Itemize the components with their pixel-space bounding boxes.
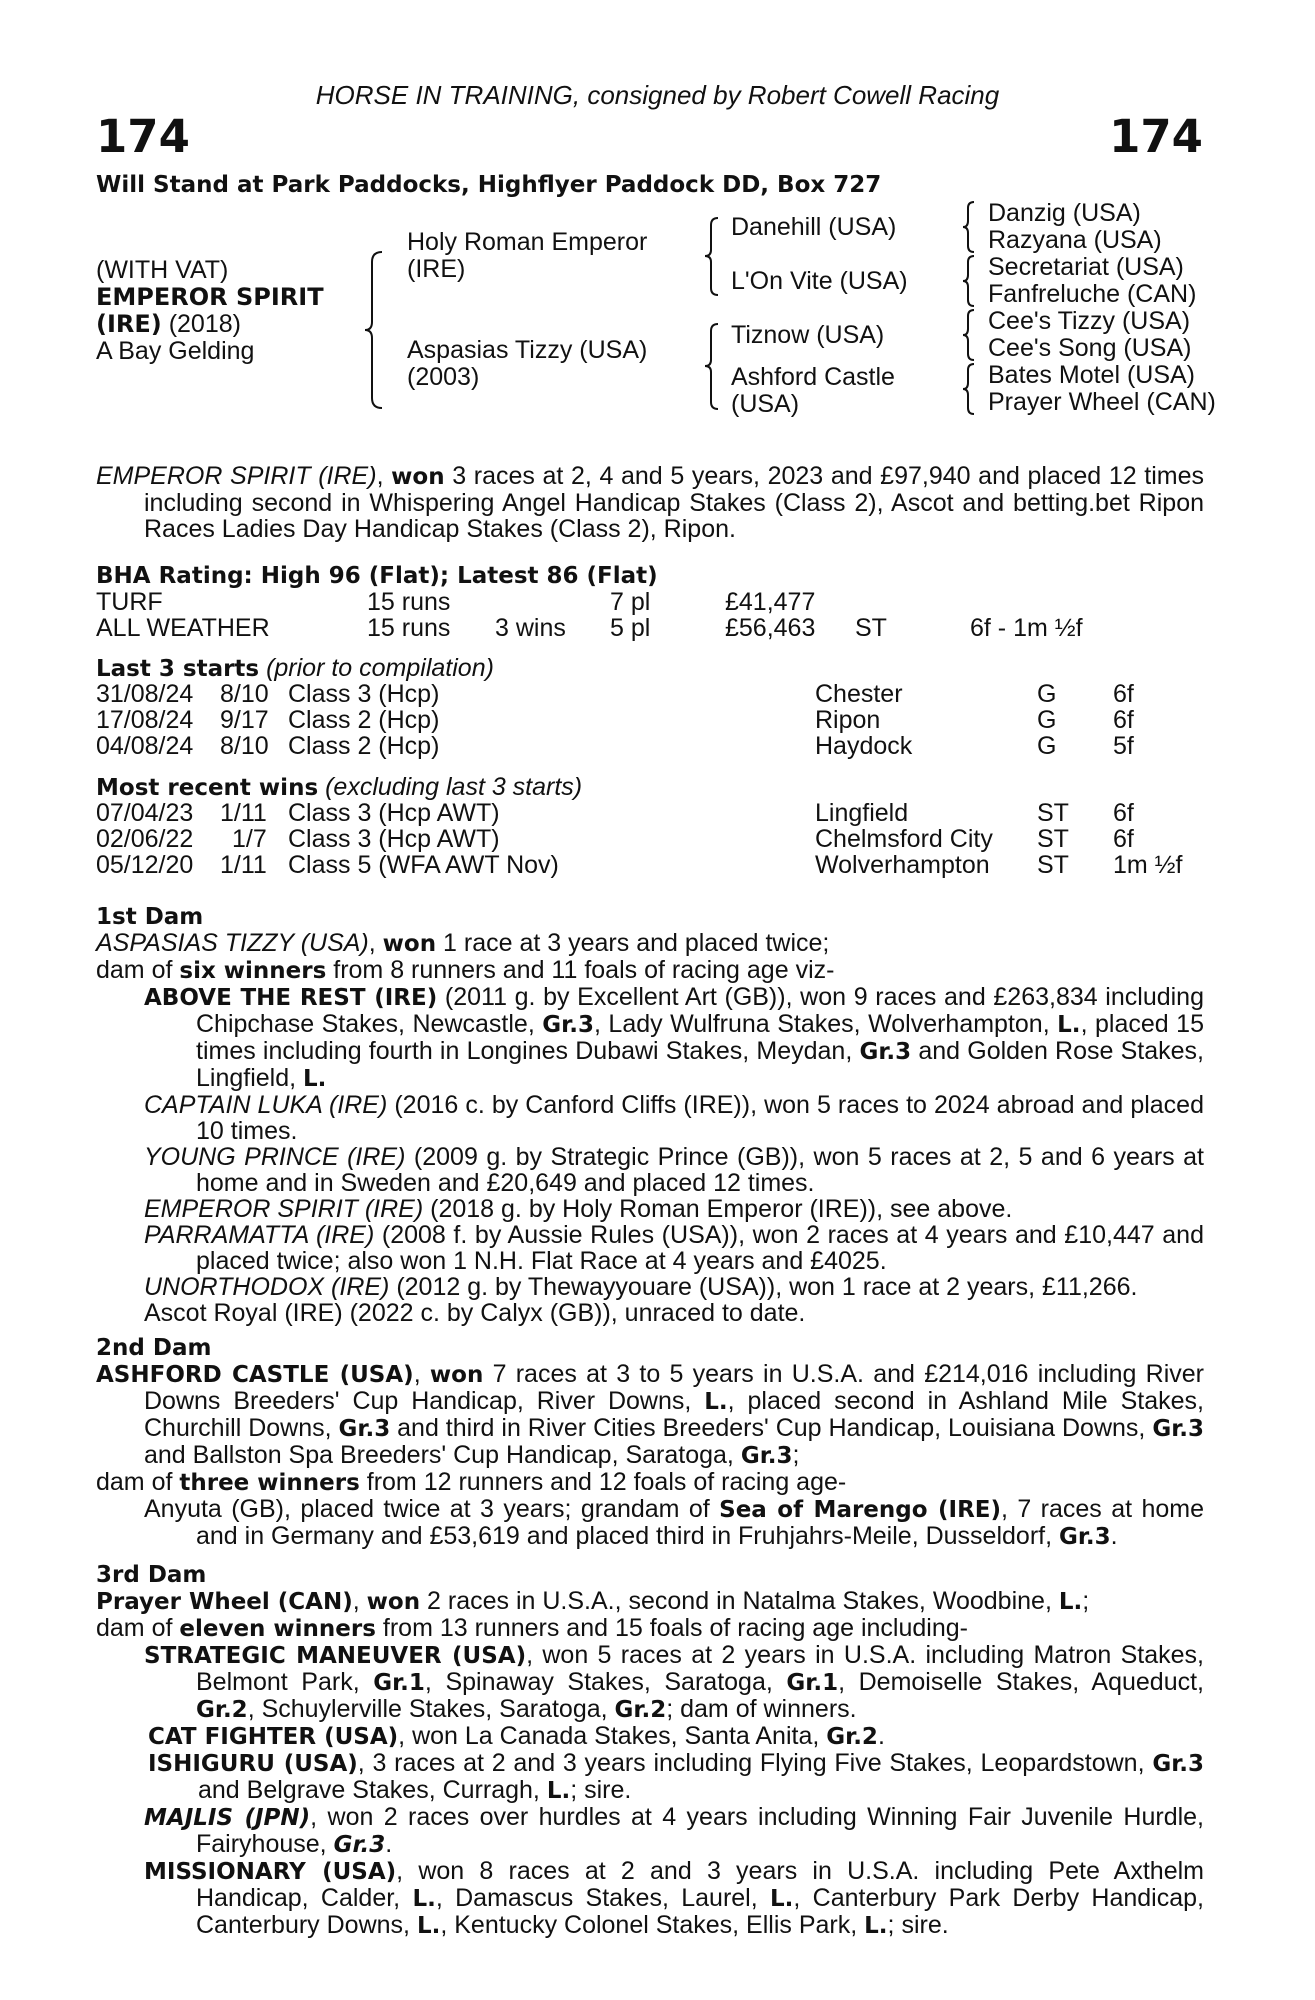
start-going: G bbox=[1037, 706, 1057, 734]
start-position: 8/10 bbox=[220, 732, 269, 760]
second-dam-section bbox=[96, 1335, 1204, 1550]
start-date: 17/08/24 bbox=[96, 706, 194, 734]
win-race: Class 3 (Hcp AWT) bbox=[288, 799, 500, 827]
dam-sire: Tiznow (USA) bbox=[731, 321, 885, 349]
sire-brace bbox=[702, 216, 724, 298]
win-distance: 6f bbox=[1113, 825, 1134, 853]
start-going: G bbox=[1037, 680, 1057, 708]
start-position: 9/17 bbox=[220, 706, 269, 734]
win-race: Class 3 (Hcp AWT) bbox=[288, 825, 500, 853]
produce-entry: PARRAMATTA (IRE) (2008 f. by Aussie Rules (USA)), won 2 races at 4 years and £10,447 and placed twice; also won 1 N.H. Flat Race at 4 years and £4025. bbox=[144, 1221, 1204, 1275]
win-course: Lingfield bbox=[815, 799, 909, 827]
win-going: ST bbox=[1037, 851, 1069, 879]
dam-produce-summary: dam of eleven winners from 13 runners and 15 foals of racing age including- bbox=[96, 1614, 968, 1642]
vat-note: (WITH VAT) bbox=[96, 256, 229, 284]
bha-rating-heading: BHA Rating: High 96 (Flat); Latest 86 (Flat) bbox=[96, 563, 658, 589]
win-date: 07/04/23 bbox=[96, 799, 194, 827]
sire: Holy Roman Emperor (IRE) bbox=[407, 228, 648, 283]
produce-entry: STRATEGIC MANEUVER (USA), won 5 races at 2 years in U.S.A. including Matron Stakes, Belmont Park, Gr.1, Spinaway Stakes, Saratoga, Gr.1, Demoiselle Stakes, Aqueduct, Gr.2, Schuylerville Stakes, Saratoga, Gr.2; dam of winners. bbox=[144, 1641, 1205, 1723]
third-dam-section bbox=[96, 1562, 1204, 1939]
produce-entry: Anyuta (GB), placed twice at 3 years; grandam of Sea of Marengo (IRE), 7 races at home and in Germany and £53,619 and placed third in Fruhjahrs-Meile, Dusseldorf, Gr.3. bbox=[144, 1495, 1204, 1550]
produce-entry: MAJLIS (JPN), won 2 races over hurdles at 4 years including Winning Fair Juvenile Hurdle, Fairyhouse, Gr.3. bbox=[144, 1803, 1204, 1858]
dam-record: ASHFORD CASTLE (USA), won 7 races at 3 to 5 years in U.S.A. and £214,016 including River Downs Breeders' Cup Handicap, River Downs, L., placed second in Ashland Mile Stakes, Churchill Downs, Gr.3 and third in River Cities Breeders' Cup Handicap, Louisiana Downs, Gr.3 and Ballston Spa Breeders' Cup Handicap, Saratoga, Gr.3; bbox=[96, 1360, 1204, 1469]
start-distance: 5f bbox=[1113, 732, 1134, 760]
rating-row-aw-earnings: £56,463 bbox=[725, 614, 816, 642]
produce-entry: ABOVE THE REST (IRE) (2011 g. by Excellent Art (GB)), won 9 races and £263,834 including Chipchase Stakes, Newcastle, Gr.3, Lady Wulfruna Stakes, Wolverhampton, L., placed 15 times including fourth in Longines Dubawi Stakes, Meydan, Gr.3 and Golden Rose Stakes, Lingfield, L. bbox=[144, 983, 1204, 1092]
win-distance: 1m ½f bbox=[1113, 851, 1183, 879]
start-race: Class 2 (Hcp) bbox=[288, 706, 440, 734]
produce-entry: YOUNG PRINCE (IRE) (2009 g. by Strategic Prince (GB)), won 5 races at 2, 5 and 6 years at home and in Sweden and £20,649 and placed 12 times. bbox=[144, 1143, 1204, 1197]
dam: Aspasias Tizzy (USA) (2003) bbox=[407, 336, 648, 391]
dam-produce-summary: dam of six winners from 8 runners and 11 foals of racing age viz- bbox=[96, 956, 835, 984]
win-course: Chelmsford City bbox=[815, 825, 993, 853]
stand-location: Will Stand at Park Paddocks, Highflyer Paddock DD, Box 727 bbox=[96, 172, 882, 198]
gen3-brace-2 bbox=[960, 254, 980, 308]
dam-record: Prayer Wheel (CAN), won 2 races in U.S.A., second in Natalma Stakes, Woodbine, L.; bbox=[96, 1587, 1090, 1615]
dam-dam: Ashford Castle (USA) bbox=[731, 363, 895, 418]
recent-wins-heading: Most recent wins (excluding last 3 starts) bbox=[96, 773, 583, 801]
horse-name: EMPEROR SPIRIT bbox=[96, 283, 324, 311]
rating-row-aw-placed: 5 pl bbox=[610, 614, 651, 642]
gen3-brace-3 bbox=[960, 308, 980, 362]
produce-subentry: ISHIGURU (USA), 3 races at 2 and 3 years including Flying Five Stakes, Leopardstown, Gr.3 and Belgrave Stakes, Curragh, L.; sire. bbox=[148, 1749, 1204, 1804]
ss-sire: Danzig (USA) bbox=[988, 199, 1141, 227]
rating-row-aw-surface: ALL WEATHER bbox=[96, 614, 270, 642]
win-distance: 6f bbox=[1113, 799, 1134, 827]
pedigree-brace bbox=[362, 250, 388, 410]
start-date: 04/08/24 bbox=[96, 732, 194, 760]
start-date: 31/08/24 bbox=[96, 680, 194, 708]
sire-dam: L'On Vite (USA) bbox=[731, 267, 908, 295]
start-position: 8/10 bbox=[220, 680, 269, 708]
sire-sire: Danehill (USA) bbox=[731, 213, 897, 241]
start-race: Class 2 (Hcp) bbox=[288, 732, 440, 760]
start-race: Class 3 (Hcp) bbox=[288, 680, 440, 708]
ss-dam: Razyana (USA) bbox=[988, 226, 1162, 254]
section-heading: 2nd Dam bbox=[96, 1335, 212, 1361]
dam-produce-summary: dam of three winners from 12 runners and 12 foals of racing age- bbox=[96, 1468, 847, 1496]
dd-dam: Prayer Wheel (CAN) bbox=[988, 388, 1216, 416]
sd-sire: Secretariat (USA) bbox=[988, 253, 1184, 281]
ds-dam: Cee's Song (USA) bbox=[988, 334, 1192, 362]
win-going: ST bbox=[1037, 825, 1069, 853]
first-dam-section bbox=[96, 904, 1204, 1326]
gen3-brace-1 bbox=[960, 200, 980, 254]
win-date: 02/06/22 bbox=[96, 825, 194, 853]
sd-dam: Fanfreluche (CAN) bbox=[988, 280, 1197, 308]
rating-row-aw-wins: 3 wins bbox=[495, 614, 566, 642]
produce-subentry: CAT FIGHTER (USA), won La Canada Stakes, Santa Anita, Gr.2. bbox=[148, 1722, 885, 1750]
rating-row-turf-runs: 15 runs bbox=[367, 588, 451, 616]
start-course: Chester bbox=[815, 680, 903, 708]
win-going: ST bbox=[1037, 799, 1069, 827]
last-starts-heading: Last 3 starts (prior to compilation) bbox=[96, 654, 494, 682]
produce-entry: EMPEROR SPIRIT (IRE) (2018 g. by Holy Roman Emperor (IRE)), see above. bbox=[144, 1195, 1013, 1223]
start-distance: 6f bbox=[1113, 706, 1134, 734]
rating-row-aw-distance: 6f - 1m ½f bbox=[970, 614, 1083, 642]
start-course: Ripon bbox=[815, 706, 881, 734]
horse-description: A Bay Gelding bbox=[96, 337, 255, 365]
win-race: Class 5 (WFA AWT Nov) bbox=[288, 851, 559, 879]
dd-sire: Bates Motel (USA) bbox=[988, 361, 1196, 389]
rating-row-aw-runs: 15 runs bbox=[367, 614, 451, 642]
produce-entry: MISSIONARY (USA), won 8 races at 2 and 3 years in U.S.A. including Pete Axthelm Handicap, Calder, L., Damascus Stakes, Laurel, L., Canterbury Park Derby Handicap, Canterbury Downs, L., Kentucky Colonel Stakes, Ellis Park, L.; sire. bbox=[144, 1857, 1204, 1939]
win-position: 1/7 bbox=[232, 825, 267, 853]
produce-entry: UNORTHODOX (IRE) (2012 g. by Thewayyouare (USA)), won 1 race at 2 years, £11,266. bbox=[144, 1273, 1138, 1301]
start-distance: 6f bbox=[1113, 680, 1134, 708]
produce-entry: Ascot Royal (IRE) (2022 c. by Calyx (GB)), unraced to date. bbox=[144, 1299, 806, 1327]
ds-sire: Cee's Tizzy (USA) bbox=[988, 307, 1191, 335]
dam-brace bbox=[702, 322, 724, 412]
lot-number-right: 174 bbox=[1109, 110, 1203, 163]
win-course: Wolverhampton bbox=[815, 851, 990, 879]
start-going: G bbox=[1037, 732, 1057, 760]
rating-row-turf-placed: 7 pl bbox=[610, 588, 651, 616]
win-position: 1/11 bbox=[220, 851, 267, 879]
win-date: 05/12/20 bbox=[96, 851, 194, 879]
race-summary: EMPEROR SPIRIT (IRE), won 3 races at 2, 4 and 5 years, 2023 and £97,940 and placed 12 times including second in Whispering Angel Handicap Stakes (Class 2), Ascot and betting.bet Ripon Races Ladies Day Handicap Stakes (Class 2), Ripon. bbox=[96, 462, 1204, 543]
dam-record: ASPASIAS TIZZY (USA), won 1 race at 3 years and placed twice; bbox=[96, 929, 830, 957]
section-heading: 1st Dam bbox=[96, 904, 204, 930]
start-course: Haydock bbox=[815, 732, 913, 760]
horse-origin: (IRE) (2018) bbox=[96, 310, 241, 338]
produce-entry: CAPTAIN LUKA (IRE) (2016 c. by Canford Cliffs (IRE)), won 5 races to 2024 abroad and placed 10 times. bbox=[144, 1091, 1204, 1145]
gen3-brace-4 bbox=[960, 362, 980, 416]
lot-number-left: 174 bbox=[96, 110, 190, 163]
win-position: 1/11 bbox=[220, 799, 267, 827]
rating-row-turf-earnings: £41,477 bbox=[725, 588, 816, 616]
rating-row-aw-going: ST bbox=[855, 614, 887, 642]
section-heading: 3rd Dam bbox=[96, 1562, 207, 1588]
rating-row-turf-surface: TURF bbox=[96, 588, 163, 616]
catalogue-header: HORSE IN TRAINING, consigned by Robert Cowell Racing bbox=[315, 80, 1000, 110]
